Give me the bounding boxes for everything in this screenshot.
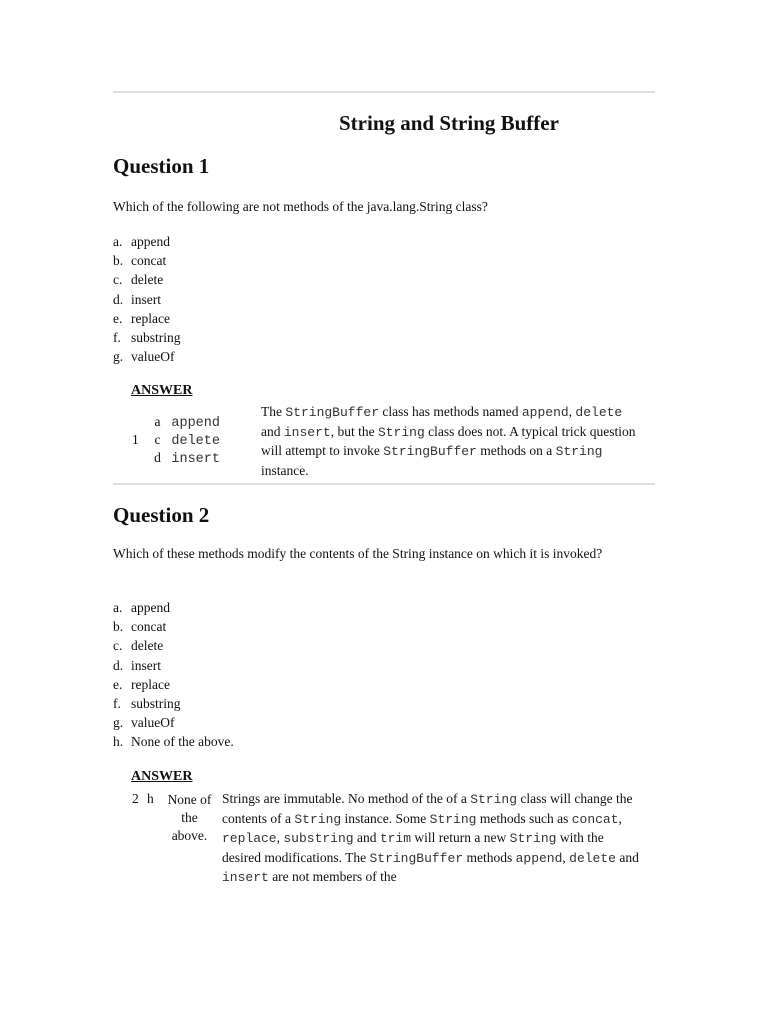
code-term: insert <box>222 870 269 885</box>
code-term: String <box>294 811 342 827</box>
code-term: String <box>509 831 557 846</box>
code-term: StringBuffer <box>383 444 477 459</box>
code-term: StringBuffer <box>369 850 464 866</box>
top-divider <box>113 91 655 93</box>
question-divider <box>113 483 655 485</box>
list-item: g. valueOf <box>113 349 175 365</box>
answer-number: 1 <box>132 432 139 447</box>
question-2-heading: Question 2 <box>113 503 210 527</box>
question-2-answer-heading: ANSWER <box>131 769 193 784</box>
code-term: trim <box>379 831 412 846</box>
list-item: g. valueOf <box>113 715 175 731</box>
question-1-text: Which of the following are not methods of the java.lang.String class? <box>113 199 488 214</box>
code-term: concat <box>571 811 619 827</box>
list-item: f. substring <box>113 330 181 346</box>
list-item: h. None of the above. <box>113 734 234 750</box>
answer-number: 2 <box>132 791 139 806</box>
answer-item: a append <box>154 414 220 431</box>
list-item: e. replace <box>113 676 170 692</box>
question-1-options <box>113 232 181 366</box>
question-2-explanation: Strings are immutable. No method of the of a String class will change the contents of a String instance. Some String methods such as concat, replace, substring and trim will return a new String with the desired modifications. The StringBuffer methods append, delete and insert are not members of the <box>222 791 639 885</box>
list-item: d. insert <box>113 657 161 673</box>
answer-text: None of the above. <box>167 792 212 843</box>
code-term: delete <box>575 405 623 420</box>
code-term: StringBuffer <box>285 405 379 420</box>
list-item: a. append <box>113 600 170 615</box>
code-term: append <box>521 405 569 420</box>
code-term: String <box>429 811 477 827</box>
list-item: f. substring <box>113 696 181 712</box>
list-item: a. append <box>113 234 170 249</box>
list-item: c. delete <box>113 638 164 654</box>
code-term: String <box>470 792 518 807</box>
list-item: c. delete <box>113 272 164 288</box>
question-2-options <box>113 598 234 752</box>
code-term: delete <box>569 850 616 866</box>
list-item: d. insert <box>113 291 161 307</box>
code-term: String <box>555 444 603 459</box>
question-1-answer-heading: ANSWER <box>131 383 193 398</box>
code-term: substring <box>283 831 354 846</box>
code-term: replace <box>222 831 277 846</box>
code-term: String <box>377 424 425 440</box>
question-1-heading: Question 1 <box>113 154 210 178</box>
answer-item: c delete <box>154 432 220 449</box>
answer-letter: h <box>147 791 154 806</box>
code-term: append <box>515 850 563 866</box>
list-item: b. concat <box>113 619 167 635</box>
list-item: e. replace <box>113 310 170 326</box>
code-term: insert <box>283 424 331 440</box>
question-2-text: Which of these methods modify the contents of the String instance on which it is invoked? <box>113 546 603 561</box>
list-item: b. concat <box>113 253 167 269</box>
question-1-explanation: The StringBuffer class has methods named append, delete and insert, but the String class does not. A typical trick question will attempt to invoke StringBuffer methods on a String instance. <box>261 404 636 478</box>
answer-item: d insert <box>154 450 220 467</box>
page-title: String and String Buffer <box>339 111 559 135</box>
